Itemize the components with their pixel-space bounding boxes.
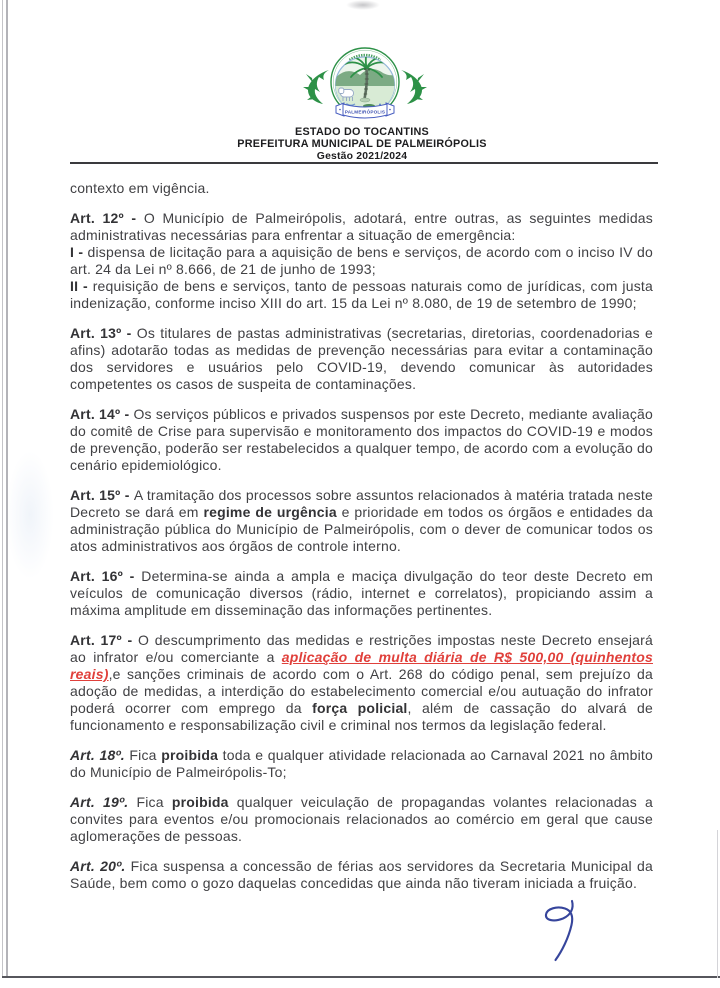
text-run: Fica suspensa a concessão de férias aos servidores da Secretaria Municipal da Saúde, bem como o gozo daquelas concedidas que ainda não tiveram iniciada a fruição. (70, 858, 653, 891)
text-run: proibida (171, 794, 229, 810)
paragraph (70, 632, 653, 734)
header-state-line: ESTADO DO TOCANTINS (295, 126, 429, 138)
header-municipality-line: PREFEITURA MUNICIPAL DE PALMEIRÓPOLIS (237, 138, 487, 151)
paragraph (70, 568, 653, 619)
signature-mark (528, 896, 592, 968)
text-run: Art. 16º - (70, 568, 142, 584)
text-run: toda e qualquer atividade relacionada ao Carnaval 2021 no âmbito do Município de Palmeirópolis-To; (70, 747, 653, 780)
text-run: ,e sanções criminais de acordo com o Art. 268 do código penal, sem prejuízo da adoção de medidas, a interdição do estabelecimento comercial e/ou autuação do infrator poderá ocorrer com emprego da (70, 666, 653, 716)
paragraph (70, 406, 653, 474)
text-run: Art. 13º - (70, 325, 137, 341)
text-run: qualquer veiculação de propagandas volantes relacionadas a convites para eventos e/ou promocionais relacionados ao comércio em geral que cause aglomerações de pessoas. (70, 794, 653, 844)
text-run: Determina-se ainda a ampla e maciça divulgação do teor deste Decreto em veículos de comunicação diversos (rádio, internet e correlatos), propiciando assim a máxima amplitude em disseminação das informações pertinentes. (70, 568, 654, 618)
scan-smudge-top (346, 0, 380, 10)
text-run: contexto em vigência. (70, 180, 210, 196)
text-run: proibida (161, 747, 219, 763)
text-run: O descumprimento das medidas e restrições impostas neste Decreto ensejará ao infrator e/ou comerciante a (70, 632, 654, 665)
text-run: I - (70, 244, 88, 260)
paragraph (70, 487, 653, 555)
text-run: Art. 18º. (70, 747, 125, 763)
text-run: Os serviços públicos e privados suspensos por este Decreto, mediante avaliação do comitê de Crise para supervisão e monitoramento dos impactos do COVID-19 e modos de prevenção, poderão ser restabelecidos a qualquer tempo, de acordo com a evolução do cenário epidemiológico. (70, 406, 654, 473)
scan-smudge-margin (6, 450, 54, 580)
text-run: Art. 20º. (70, 858, 126, 874)
text-run: Art. 14º - (70, 406, 134, 422)
palm-frond-left (303, 70, 329, 104)
paragraph (70, 858, 653, 892)
text-run: Fica (128, 794, 172, 810)
paragraph (70, 278, 653, 312)
paragraph (70, 325, 653, 393)
text-run: Art. 19º. (70, 794, 129, 810)
text-run: Art. 12º - (70, 210, 144, 226)
paragraph (70, 244, 653, 278)
text-run: O Município de Palmeirópolis, adotará, entre outras, as seguintes medidas administrativas necessárias para enfrentar a situação de emergência: (70, 210, 653, 243)
paragraph (70, 794, 653, 845)
text-run: força policial (312, 700, 408, 716)
text-run: Art. 15º - (70, 487, 134, 503)
text-run: e prioridade em todos os órgãos e entidades da administração pública do Município de Palmeirópolis, com o dever de comunicar todos os atos administrativos aos órgãos de controle interno. (70, 504, 653, 554)
paragraph (70, 180, 653, 197)
municipal-crest-logo (303, 42, 427, 130)
header-term-line: Gestão 2021/2024 (316, 150, 408, 162)
text-run: regime de urgência (203, 504, 337, 520)
text-run: Os titulares de pastas administrativas (secretarias, diretorias, coordenadorias e afins) adotarão todas as medidas de prevenção necessárias para evitar a contaminação dos servidores e usuários pelo COVID-19, devendo comunicar às autoridades competentes os casos de suspeita de contaminações. (70, 325, 654, 392)
header-divider (70, 162, 658, 164)
palm-frond-right (401, 70, 427, 104)
document-body (70, 180, 653, 892)
text-run: requisição de bens e serviços, tanto de pessoas naturais como de jurídicas, com justa indenização, conforme inciso XIII do art. 15 da Lei nº 8.080, de 19 de setembro de 1990; (70, 278, 653, 311)
text-run: Art. 17º - (70, 632, 139, 648)
crest-banner-text: PALMEIRÓPOLIS (344, 109, 386, 115)
scan-edge-right (717, 830, 718, 978)
text-run: dispensa de licitação para a aquisição de bens e serviços, de acordo com o inciso IV do art. 24 da Lei nº 8.666, de 21 de junho de 1993; (70, 244, 653, 277)
scan-edge-bottom (2, 976, 720, 978)
paragraph (70, 747, 653, 781)
text-run: A tramitação dos processos sobre assuntos relacionados à matéria tratada neste Decreto se dará em (70, 487, 654, 520)
text-run: Fica (124, 747, 162, 763)
document-header (0, 126, 720, 163)
text-run: II - (70, 278, 93, 294)
fine-amount-highlight: aplicação de multa diária de R$ 500,00 (quinhentos reais) (70, 649, 653, 682)
text-run: , além de cassação do alvará de funcionamento e responsabilização civil e criminal nos termos da legislação federal. (70, 700, 653, 733)
paragraph (70, 210, 653, 244)
